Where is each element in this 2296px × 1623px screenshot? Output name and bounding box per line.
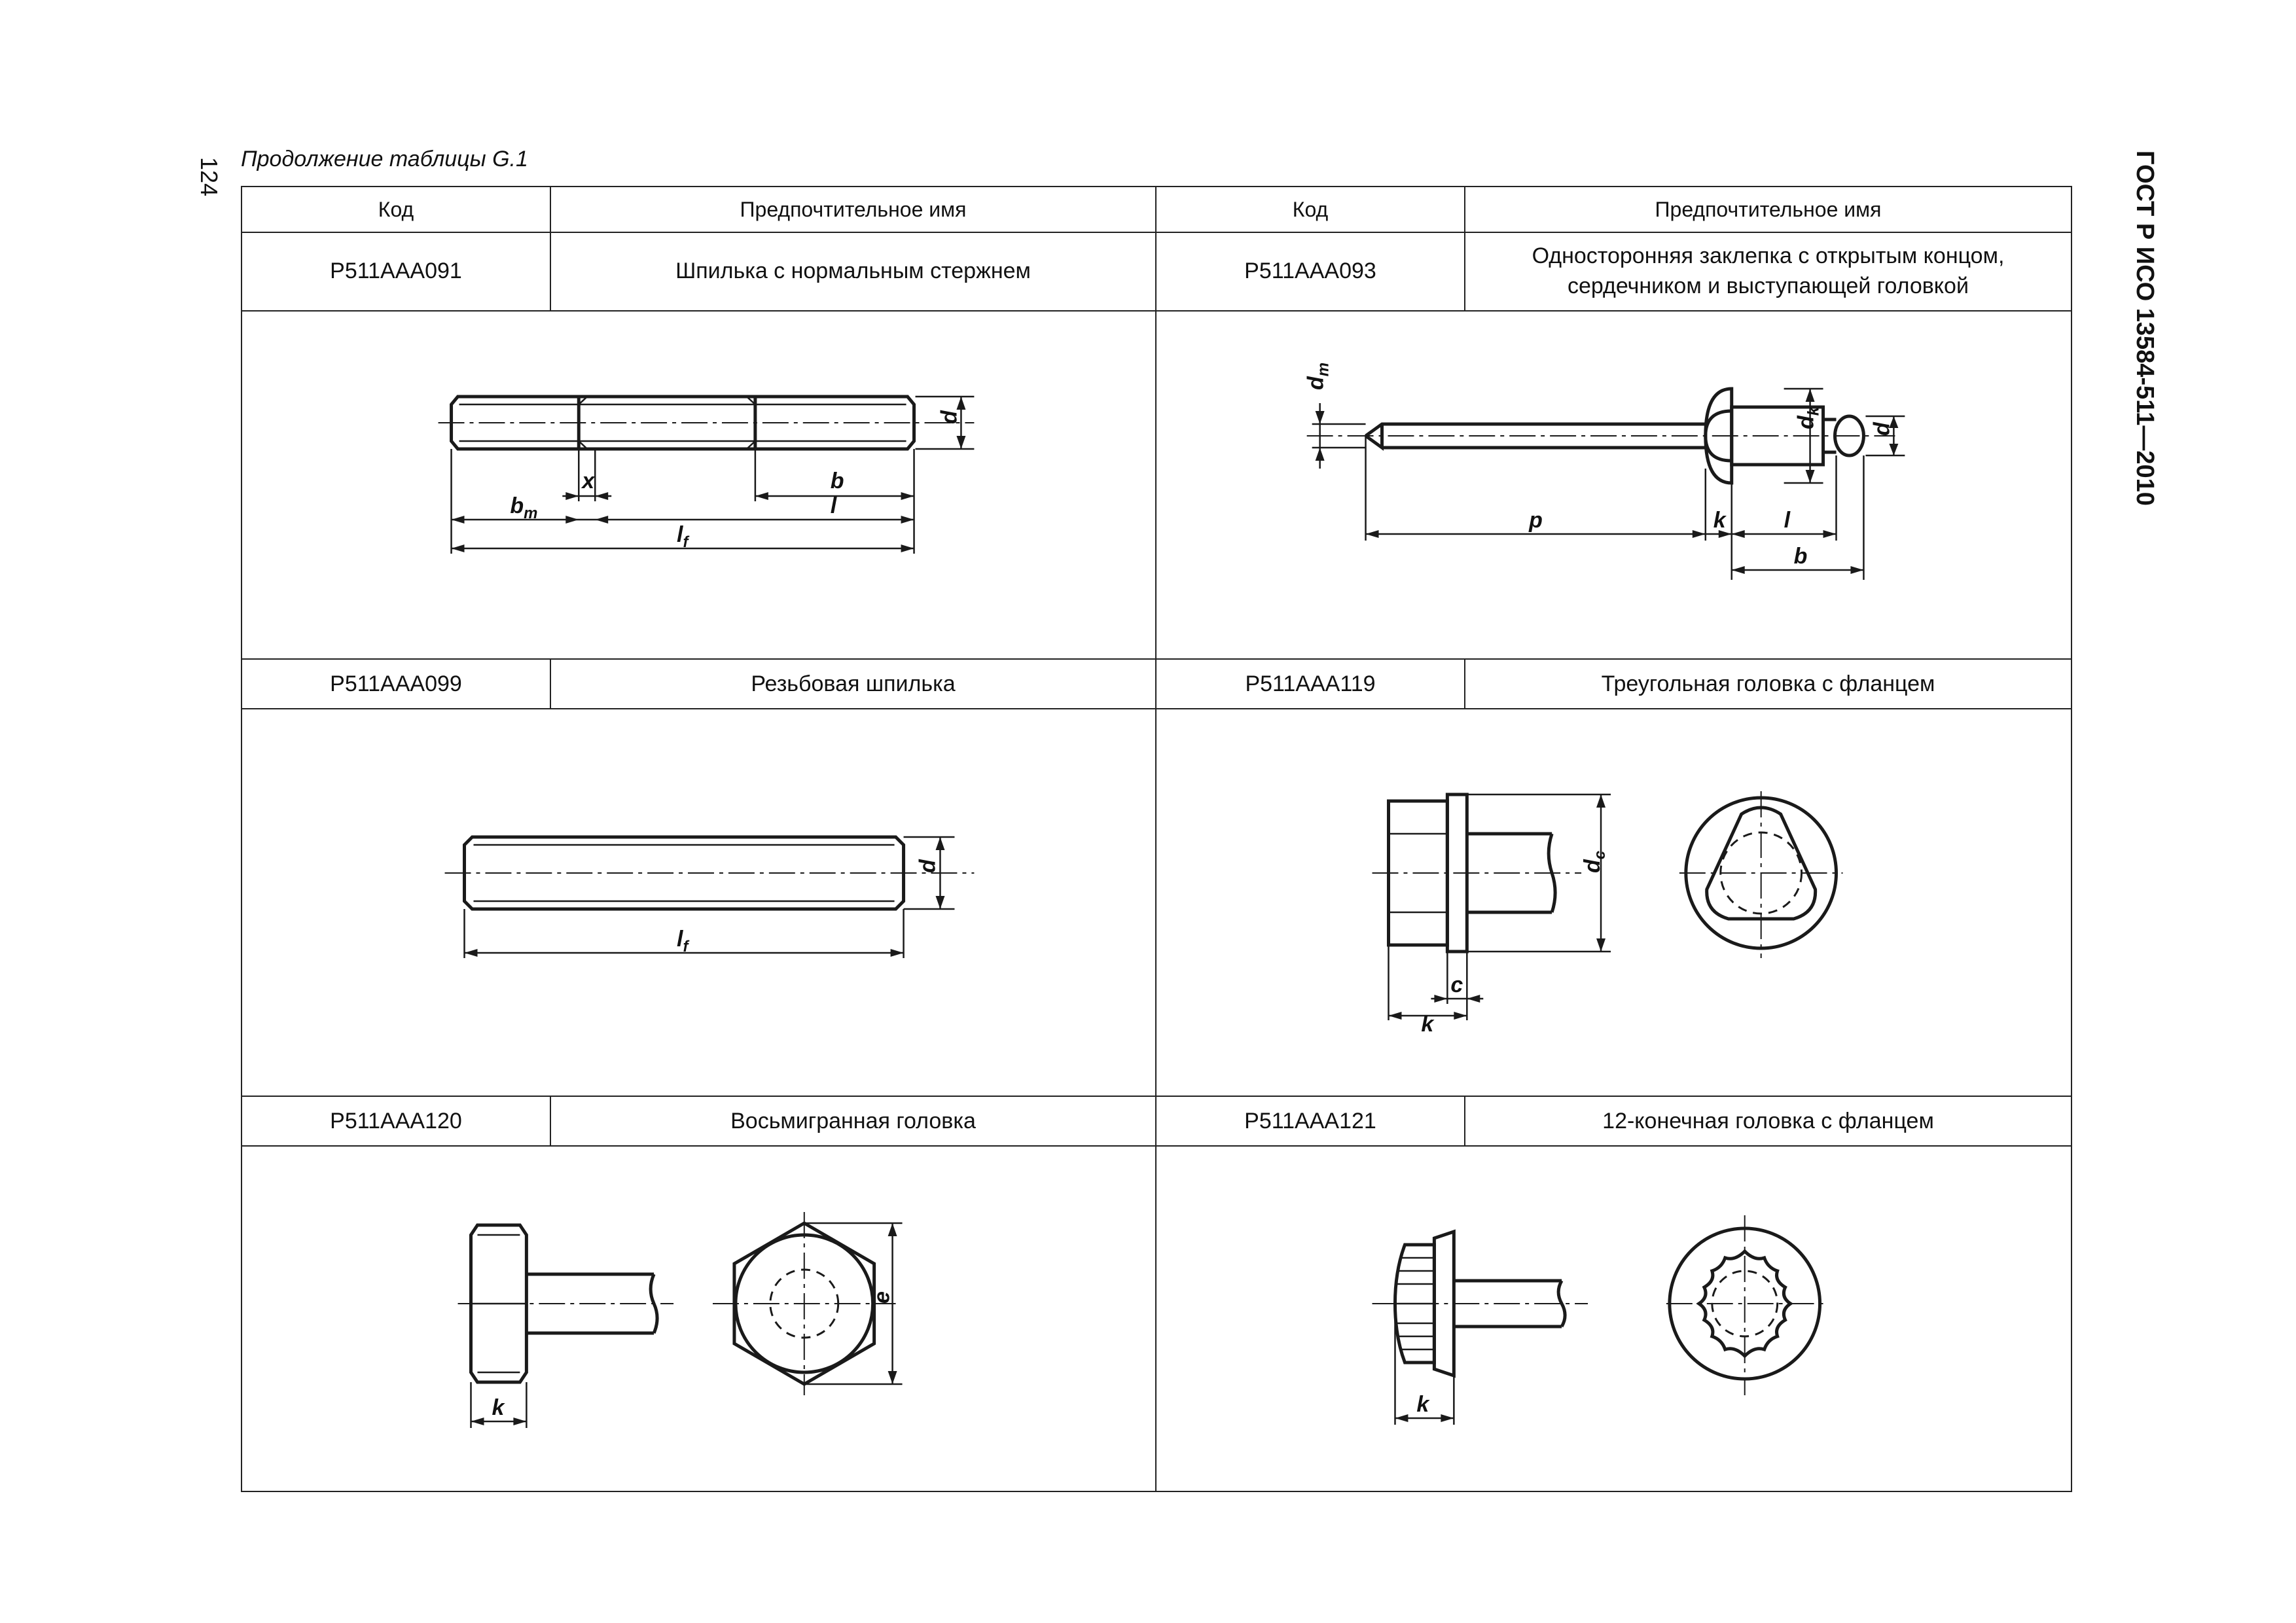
header-code: Код <box>242 187 550 232</box>
name-cell: Восьмигранная головка <box>550 1096 1156 1146</box>
dk-label: $d_k$ <box>1793 406 1823 429</box>
name-cell: Шпилька с нормальным стержнем <box>550 232 1156 311</box>
p-label: p <box>1529 507 1543 533</box>
drawing-cell <box>242 311 1156 659</box>
k-label: k <box>1421 1011 1434 1037</box>
name-cell: Резьбовая шпилька <box>550 659 1156 709</box>
c-label: c <box>1450 972 1463 998</box>
k-label: k <box>1416 1391 1429 1418</box>
code-cell: P511AAA119 <box>1156 659 1465 709</box>
x-label: x <box>582 468 595 494</box>
b-label: b <box>1793 543 1808 569</box>
code-cell: P511AAA099 <box>242 659 550 709</box>
lf-label: $l_f$ <box>677 926 689 956</box>
bm-label: $b_m$ <box>510 493 538 523</box>
name-line: Односторонняя заклепка с открытым концом, <box>1532 243 2005 269</box>
code-cell: P511AAA091 <box>242 232 550 311</box>
header-name: Предпочтительное имя <box>1465 187 2072 232</box>
code-cell: P511AAA120 <box>242 1096 550 1146</box>
l-label: l <box>830 493 837 519</box>
k-label: k <box>492 1395 505 1421</box>
header-code: Код <box>1156 187 1465 232</box>
name-cell: 12-конечная головка с фланцем <box>1465 1096 2072 1146</box>
lf-label: $l_f$ <box>677 522 689 552</box>
rivet-drawing <box>1157 312 2071 658</box>
standard-designation: ГОСТ Р ИСО 13584-511—2010 <box>2131 151 2159 506</box>
table-caption: Продолжение таблицы G.1 <box>241 147 528 171</box>
table-row <box>242 659 2072 709</box>
k-label: k <box>1713 507 1726 533</box>
l-label: l <box>1784 507 1791 533</box>
header-row <box>242 187 2072 232</box>
drawing-row <box>242 1146 2072 1491</box>
code-cell: P511AAA121 <box>1156 1096 1465 1146</box>
drawing-cell <box>1156 311 2072 659</box>
table-row <box>242 1096 2072 1146</box>
d-label: d <box>915 859 941 873</box>
table-row <box>242 232 2072 311</box>
page-number: 124 <box>196 157 223 197</box>
drawing-row <box>242 311 2072 659</box>
dm-label: $d_m$ <box>1303 362 1333 390</box>
d-label: d <box>1869 422 1895 436</box>
drawing-row <box>242 709 2072 1096</box>
stud-normal-drawing <box>242 312 1155 658</box>
d-label: d <box>937 410 962 424</box>
drawing-cell <box>1156 709 2072 1096</box>
code-cell: P511AAA093 <box>1156 232 1465 311</box>
drawing-cell <box>242 709 1156 1096</box>
name-line: сердечником и выступающей головкой <box>1568 274 1969 298</box>
header-name: Предпочтительное имя <box>550 187 1156 232</box>
threaded-stud-drawing <box>242 709 1155 1096</box>
dc-label: $d_c$ <box>1580 850 1609 873</box>
name-cell: Треугольная головка с фланцем <box>1465 659 2072 709</box>
name-cell <box>1465 232 2072 311</box>
b-label: b <box>830 468 844 494</box>
drawing-cell <box>1156 1146 2072 1491</box>
drawing-cell <box>242 1146 1156 1491</box>
octagonal-head-drawing <box>242 1147 1155 1491</box>
fastener-table <box>241 186 2072 1492</box>
triangular-head-drawing <box>1157 709 2071 1096</box>
twelve-point-head-drawing <box>1157 1147 2071 1491</box>
e-label: e <box>869 1291 895 1304</box>
